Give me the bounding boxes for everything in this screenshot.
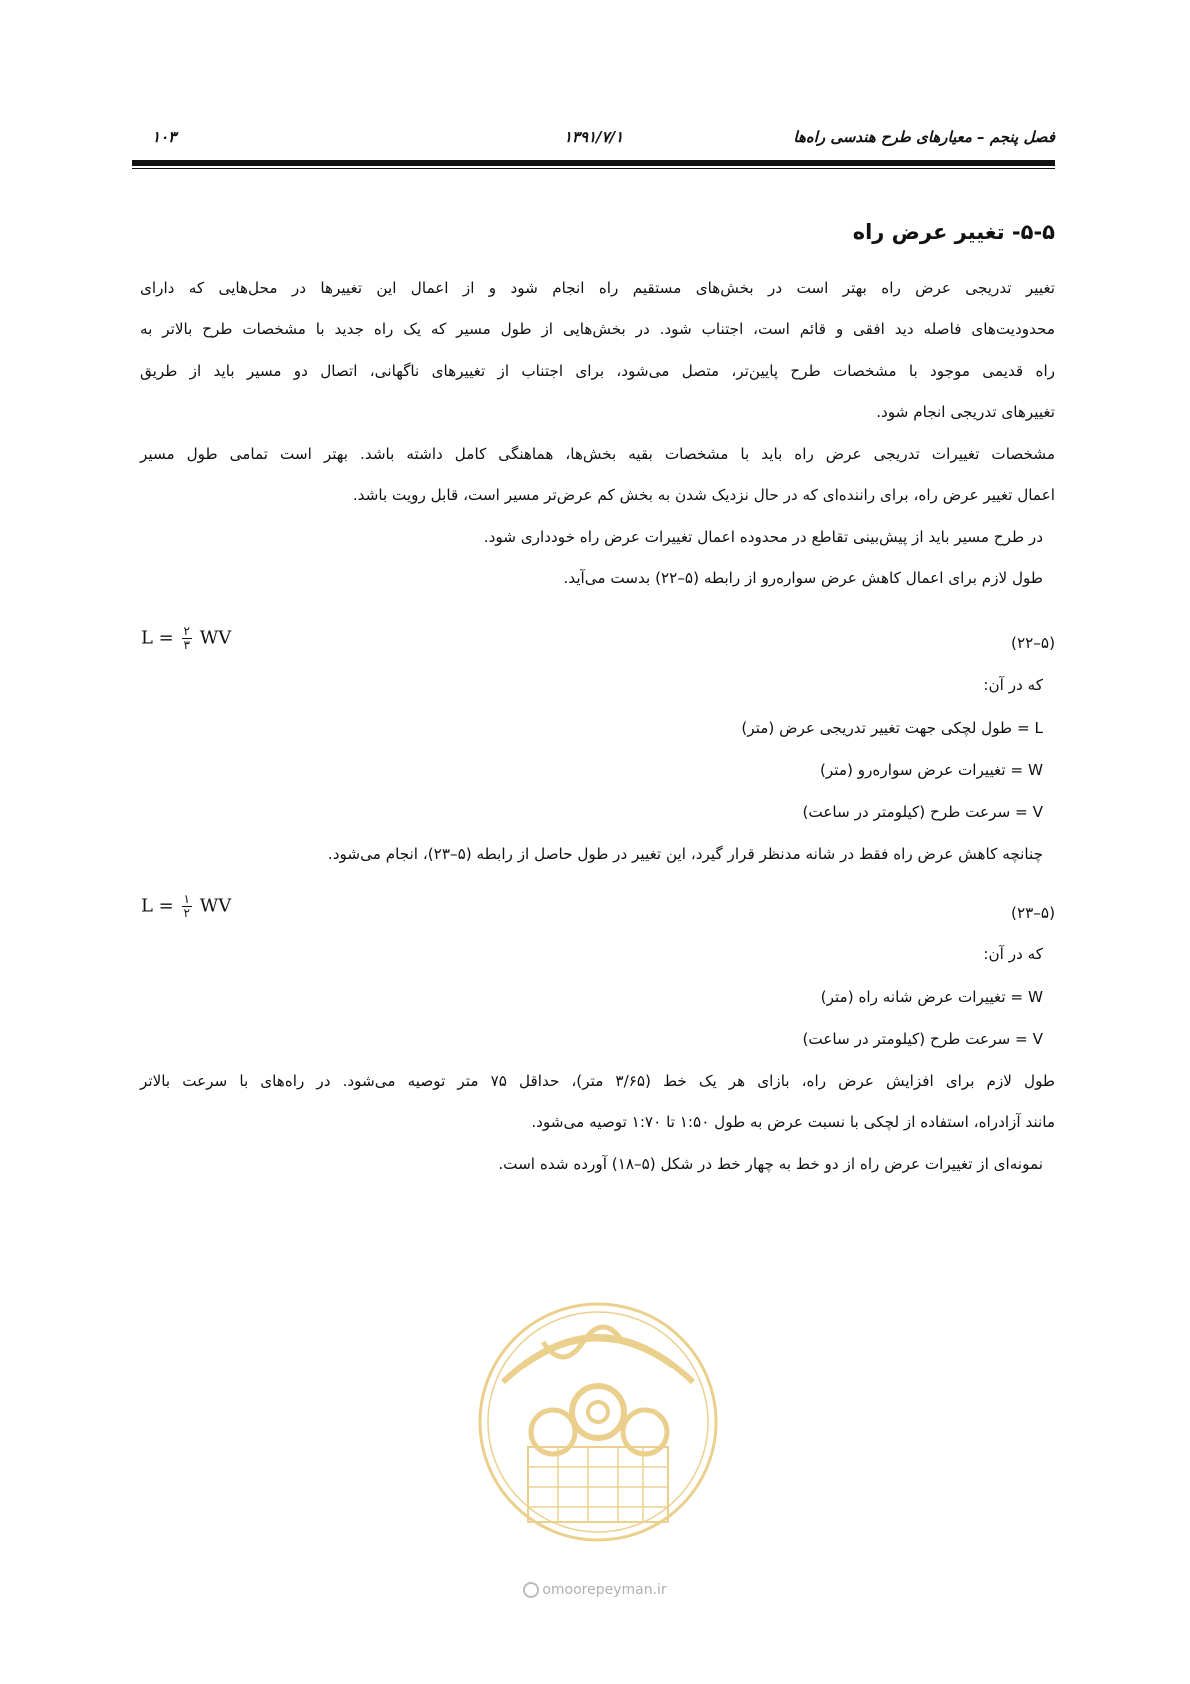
fraction-numerator: ۱	[183, 892, 190, 906]
paragraph-line: اعمال تغییر عرض راه، برای راننده‌ای که در حال نزدیک شدن به بخش کم عرض‌تر مسیر است، قابل رویت باشد.	[352, 486, 1055, 504]
page-number: ۱۰۳	[152, 128, 177, 146]
paragraph-line: نمونه‌ای از تغییرات عرض راه از دو خط به چهار خط در شکل (۵–۱۸) آورده شده است.	[498, 1155, 1043, 1173]
paragraph-line: در طرح مسیر باید از پیش‌بینی تقاطع در محدوده اعمال تغییرات عرض راه خودداری شود.	[483, 528, 1043, 546]
header-rule-thin	[132, 168, 1055, 169]
equation-lhs: L =	[141, 627, 174, 649]
paragraph-line: مانند آزادراه، استفاده از لچکی با نسبت عرض به طول ۱:۵۰ تا ۱:۷۰ توصیه می‌شود.	[531, 1113, 1055, 1131]
paragraph-line: محدودیت‌های فاصله دید افقی و قائم است، اجتناب شود. در بخش‌هایی از طول مسیر که یک راه جدید با مشخصات طرح بالاتر به	[140, 320, 1055, 338]
section-heading: ۵-۵- تغییر عرض راه	[852, 220, 1055, 244]
equation-lhs: L =	[141, 895, 174, 917]
where-label: که در آن:	[983, 945, 1043, 963]
paragraph-line: طول لازم برای افزایش عرض راه، بازای هر یک خط (۳/۶۵ متر)، حداقل ۷۵ متر توصیه می‌شود. در راه‌های با سرعت بالاتر	[140, 1072, 1056, 1090]
page-header	[132, 128, 1055, 158]
header-rule-thick	[132, 160, 1055, 166]
equation-fraction	[182, 893, 192, 920]
definition-line: W = تغییرات عرض سواره‌رو (متر)	[819, 761, 1043, 779]
paragraph-line: طول لازم برای اعمال کاهش عرض سواره‌رو از رابطه (۵–۲۲) بدست می‌آید.	[563, 569, 1043, 587]
paragraph-line: تغییرهای تدریجی انجام شود.	[876, 403, 1055, 421]
at-icon	[523, 1582, 539, 1598]
equation-5-22	[141, 625, 231, 652]
definition-line: V = سرعت طرح (کیلومتر در ساعت)	[802, 803, 1043, 821]
fraction-denominator: ۲	[183, 906, 190, 920]
definition-line: L = طول لچکی جهت تغییر تدریجی عرض (متر)	[741, 719, 1043, 737]
paragraph-line: تغییر تدریجی عرض راه بهتر است در بخش‌های مستقیم راه انجام شود و از اعمال این تغییرها در محل‌هایی که دارای	[140, 279, 1055, 297]
paragraph-line: راه قدیمی موجود با مشخصات طرح پایین‌تر، متصل می‌شود، برای اجتناب از تغییرهای ناگهانی، اتصال دو مسیر باید از طریق	[140, 362, 1055, 380]
chapter-title: فصل پنجم – معیارهای طرح هندسی راه‌ها	[793, 128, 1055, 146]
equation-rhs: WV	[199, 895, 232, 917]
watermark-site	[0, 1582, 1190, 1598]
equation-number: (۵–۲۳)	[1011, 904, 1055, 922]
equation-5-23	[141, 893, 231, 920]
definition-line: V = سرعت طرح (کیلومتر در ساعت)	[802, 1030, 1043, 1048]
where-label: که در آن:	[983, 676, 1043, 694]
equation-number: (۵–۲۲)	[1011, 634, 1055, 652]
fraction-numerator: ۲	[183, 624, 190, 638]
fraction-denominator: ۳	[183, 638, 190, 652]
definition-line: W = تغییرات عرض شانه راه (متر)	[820, 988, 1043, 1006]
watermark-logo	[473, 1272, 723, 1572]
paragraph-line: مشخصات تغییرات تدریجی عرض راه باید با مشخصات بقیه بخش‌ها، هماهنگی کامل داشته باشد. بهتر است تمامی طول مسیر	[140, 445, 1055, 463]
header-date: ۱۳۹۱/۷/۱	[563, 128, 624, 146]
equation-fraction	[182, 625, 192, 652]
site-url: omoorepeyman.ir	[542, 1582, 667, 1598]
paragraph-line: چنانچه کاهش عرض راه فقط در شانه مدنظر قرار گیرد، این تغییر در طول حاصل از رابطه (۵–۲۳)، انجام می‌شود.	[327, 845, 1043, 863]
equation-rhs: WV	[199, 627, 232, 649]
